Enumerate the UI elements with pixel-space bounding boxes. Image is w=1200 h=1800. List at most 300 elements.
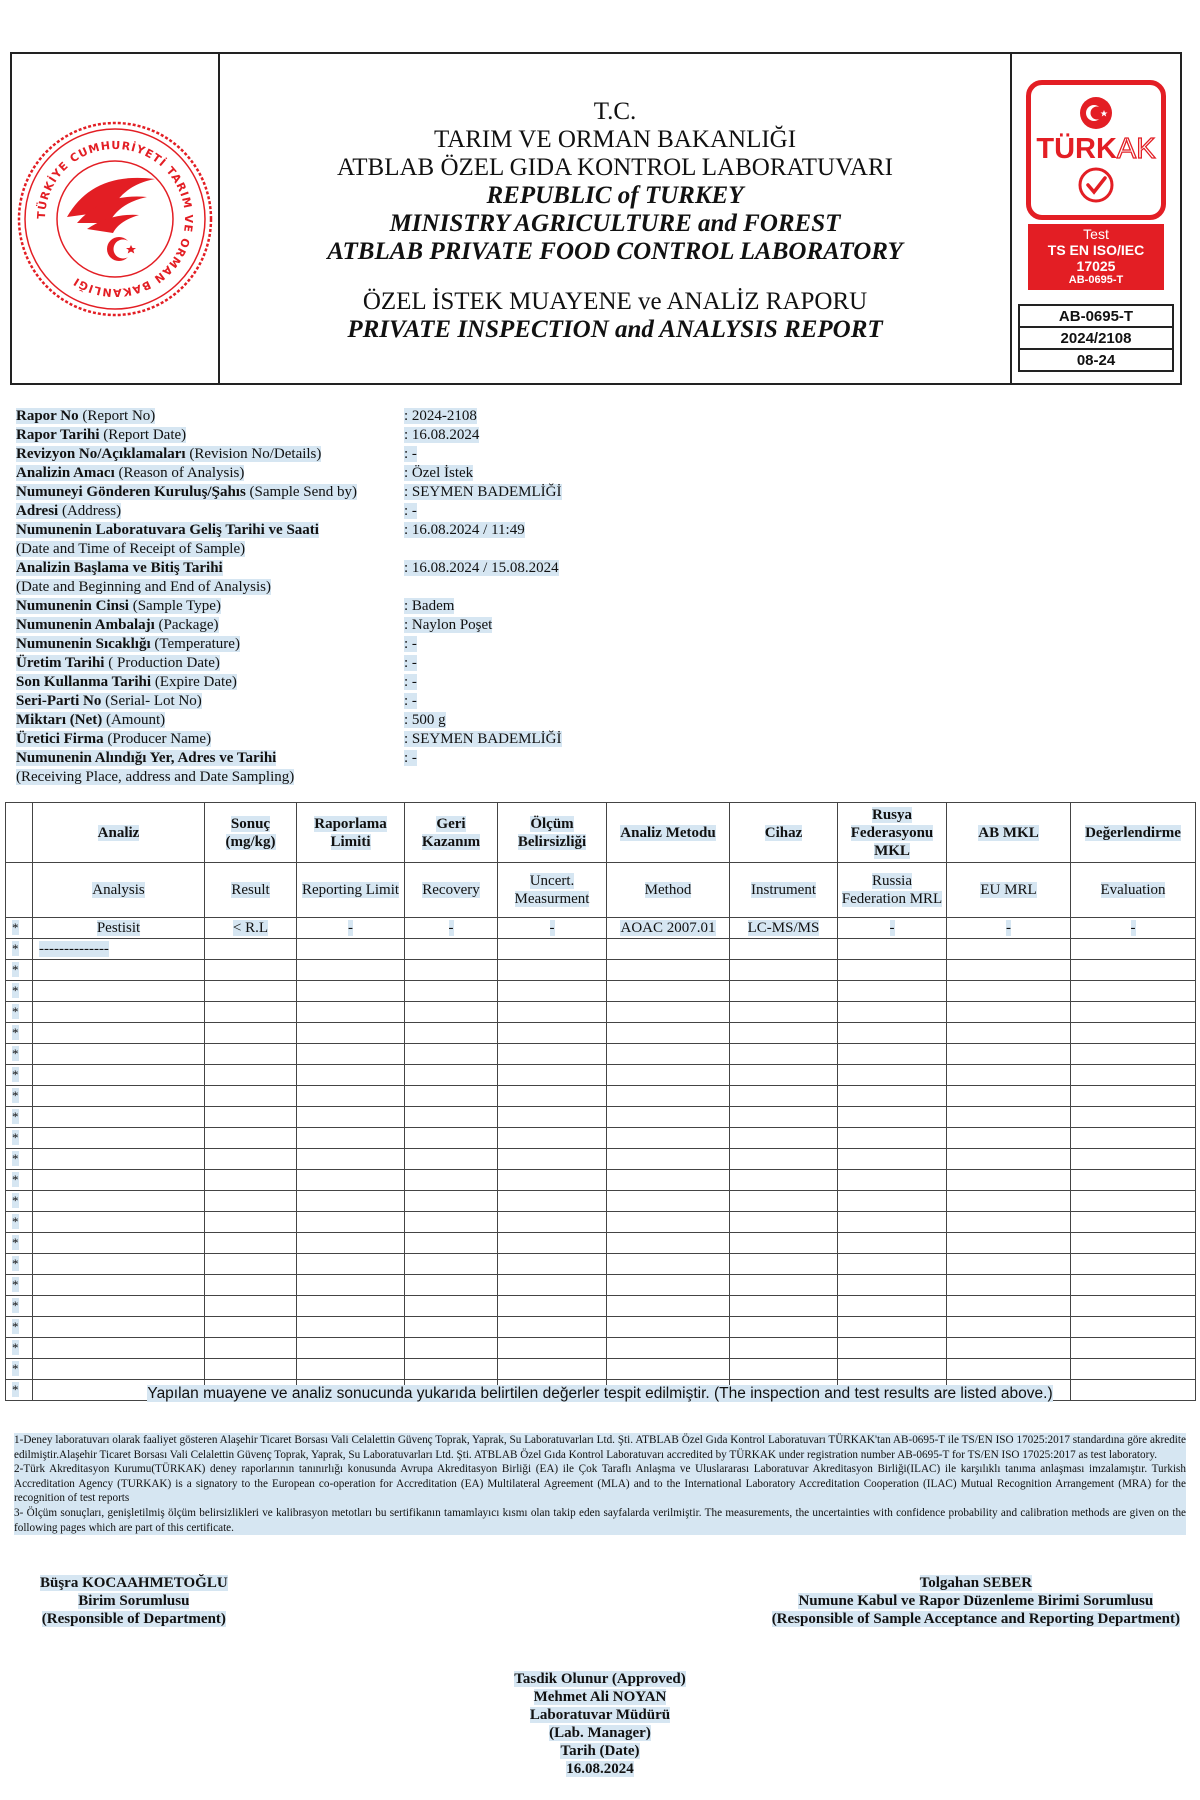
info-label: Rapor Tarihi (Report Date) bbox=[16, 427, 187, 443]
signer-right-role: Numune Kabul ve Rapor Düzenleme Birimi Sorumlusu bbox=[798, 1593, 1154, 1609]
table-cell bbox=[838, 1107, 947, 1128]
table-cell bbox=[205, 1233, 297, 1254]
table-cell bbox=[405, 1359, 498, 1380]
header-titles bbox=[220, 54, 1012, 383]
row-marker: * bbox=[6, 939, 33, 960]
table-row bbox=[6, 1275, 1196, 1296]
table-cell bbox=[730, 1317, 838, 1338]
table-cell bbox=[947, 1191, 1071, 1212]
table-cell bbox=[947, 981, 1071, 1002]
info-row bbox=[16, 426, 636, 445]
signer-left-role-en: (Responsible of Department) bbox=[41, 1611, 226, 1627]
table-cell bbox=[498, 1023, 607, 1044]
table-cell bbox=[205, 1254, 297, 1275]
table-cell bbox=[405, 1191, 498, 1212]
ministry-seal-cell bbox=[12, 54, 220, 383]
table-cell bbox=[1071, 1254, 1196, 1275]
info-value: : 16.08.2024 bbox=[404, 427, 480, 443]
row-marker: * bbox=[6, 1275, 33, 1296]
info-label: Rapor No (Report No) bbox=[16, 408, 156, 424]
signature-left bbox=[40, 1574, 228, 1628]
approval-block bbox=[0, 1670, 1200, 1778]
table-cell bbox=[498, 1212, 607, 1233]
column-header-en: Uncert. Measurment bbox=[498, 863, 607, 918]
table-cell bbox=[498, 939, 607, 960]
column-header-en: Recovery bbox=[405, 863, 498, 918]
table-row bbox=[6, 1359, 1196, 1380]
row-marker: * bbox=[6, 1338, 33, 1359]
table-cell bbox=[838, 1044, 947, 1065]
table-row bbox=[6, 1149, 1196, 1170]
table-cell bbox=[607, 960, 730, 981]
signer-right-role-en: (Responsible of Sample Acceptance and Reporting Department) bbox=[771, 1611, 1180, 1627]
table-cell bbox=[730, 960, 838, 981]
table-cell: AOAC 2007.01 bbox=[607, 918, 730, 939]
table-cell bbox=[838, 1317, 947, 1338]
table-cell: - bbox=[405, 918, 498, 939]
table-cell bbox=[405, 1044, 498, 1065]
table-cell bbox=[498, 1338, 607, 1359]
info-value: : - bbox=[404, 750, 417, 766]
header-row-tr bbox=[6, 803, 1196, 863]
table-cell bbox=[405, 1023, 498, 1044]
info-value: : Naylon Poşet bbox=[404, 617, 493, 633]
column-header-en: Analysis bbox=[33, 863, 205, 918]
report-title-tr: ÖZEL İSTEK MUAYENE ve ANALİZ RAPORU bbox=[362, 288, 868, 315]
table-cell bbox=[607, 939, 730, 960]
table-cell bbox=[838, 1275, 947, 1296]
info-label-en: (Date and Time of Receipt of Sample) bbox=[16, 541, 246, 557]
row-marker: * bbox=[6, 1296, 33, 1317]
table-cell bbox=[405, 1317, 498, 1338]
table-cell bbox=[498, 1128, 607, 1149]
info-row bbox=[16, 673, 636, 692]
table-row bbox=[6, 939, 1196, 960]
row-marker: * bbox=[6, 1170, 33, 1191]
table-cell bbox=[405, 1212, 498, 1233]
period-code: 08-24 bbox=[1018, 348, 1174, 372]
table-cell bbox=[838, 1338, 947, 1359]
table-cell bbox=[1071, 1233, 1196, 1254]
table-cell bbox=[607, 981, 730, 1002]
approver-role-en: (Lab. Manager) bbox=[549, 1725, 651, 1741]
table-cell bbox=[1071, 1296, 1196, 1317]
table-cell bbox=[947, 939, 1071, 960]
info-label-en: (Receiving Place, address and Date Sampling) bbox=[16, 769, 295, 785]
table-cell bbox=[607, 1191, 730, 1212]
table-cell bbox=[297, 1002, 405, 1023]
row-marker: * bbox=[6, 1191, 33, 1212]
table-cell bbox=[405, 1275, 498, 1296]
column-header-tr: AB MKL bbox=[947, 803, 1071, 863]
table-cell bbox=[730, 1170, 838, 1191]
table-cell bbox=[1071, 1107, 1196, 1128]
header-en-line-3: ATBLAB PRIVATE FOOD CONTROL LABORATORY bbox=[327, 238, 903, 265]
table-cell bbox=[205, 1317, 297, 1338]
table-cell bbox=[838, 1296, 947, 1317]
table-cell bbox=[498, 1359, 607, 1380]
table-cell bbox=[1071, 1170, 1196, 1191]
info-label: Analizin Başlama ve Bitiş Tarihi bbox=[16, 560, 223, 576]
accreditation-tag: Test TS EN ISO/IEC 17025 AB-0695-T bbox=[1028, 224, 1164, 290]
column-header-en: Method bbox=[607, 863, 730, 918]
table-cell bbox=[498, 1065, 607, 1086]
star-header bbox=[6, 803, 33, 863]
summary-statement: Yapılan muayene ve analiz sonucunda yukarıda belirtilen değerler tespit edilmiştir. (The inspection and test results are listed above.) bbox=[147, 1385, 1053, 1402]
column-header-en: Instrument bbox=[730, 863, 838, 918]
table-cell bbox=[297, 1254, 405, 1275]
row-marker: * bbox=[6, 1233, 33, 1254]
table-cell bbox=[730, 1254, 838, 1275]
column-header-en: Russia Federation MRL bbox=[838, 863, 947, 918]
table-cell bbox=[607, 1002, 730, 1023]
table-cell bbox=[838, 939, 947, 960]
table-cell bbox=[33, 1044, 205, 1065]
table-cell bbox=[33, 1149, 205, 1170]
row-marker: * bbox=[6, 1044, 33, 1065]
table-cell bbox=[405, 1065, 498, 1086]
ministry-seal-icon bbox=[15, 119, 215, 319]
table-cell bbox=[205, 1002, 297, 1023]
row-marker: * bbox=[6, 1380, 33, 1401]
table-cell bbox=[405, 1002, 498, 1023]
table-cell bbox=[947, 1044, 1071, 1065]
table-cell: - bbox=[498, 918, 607, 939]
table-cell bbox=[730, 939, 838, 960]
table-cell bbox=[33, 1023, 205, 1044]
info-label: Son Kullanma Tarihi (Expire Date) bbox=[16, 674, 237, 690]
table-cell bbox=[607, 1149, 730, 1170]
report-title-en: PRIVATE INSPECTION and ANALYSIS REPORT bbox=[347, 316, 883, 343]
table-cell bbox=[33, 1233, 205, 1254]
column-header-tr: Analiz Metodu bbox=[607, 803, 730, 863]
accreditation-notes bbox=[14, 1433, 1186, 1535]
report-code: 2024/2108 bbox=[1018, 326, 1174, 350]
info-row bbox=[16, 749, 636, 768]
table-cell bbox=[838, 981, 947, 1002]
info-value: : 500 g bbox=[404, 712, 446, 728]
table-row bbox=[6, 1317, 1196, 1338]
table-cell bbox=[1071, 1317, 1196, 1338]
table-cell bbox=[297, 1296, 405, 1317]
table-cell bbox=[730, 1128, 838, 1149]
table-cell bbox=[730, 1275, 838, 1296]
table-row bbox=[6, 1002, 1196, 1023]
approval-date-label: Tarih (Date) bbox=[560, 1743, 640, 1759]
table-cell bbox=[947, 1296, 1071, 1317]
table-cell bbox=[607, 1065, 730, 1086]
info-label: Üretici Firma (Producer Name) bbox=[16, 731, 212, 747]
info-value: : 16.08.2024 / 15.08.2024 bbox=[404, 560, 559, 576]
info-label-en: (Date and Beginning and End of Analysis) bbox=[16, 579, 271, 595]
column-header-en: EU MRL bbox=[947, 863, 1071, 918]
table-row bbox=[6, 1128, 1196, 1149]
table-cell bbox=[498, 960, 607, 981]
table-cell bbox=[33, 1107, 205, 1128]
table-cell bbox=[297, 981, 405, 1002]
table-cell bbox=[205, 1191, 297, 1212]
row-marker: * bbox=[6, 1359, 33, 1380]
table-cell bbox=[730, 1023, 838, 1044]
report-info bbox=[16, 407, 636, 787]
table-cell bbox=[1071, 1212, 1196, 1233]
table-cell: - bbox=[1071, 918, 1196, 939]
info-label: Numunenin Ambalajı (Package) bbox=[16, 617, 219, 633]
table-cell: -------------- bbox=[33, 939, 205, 960]
table-cell bbox=[947, 1023, 1071, 1044]
header-tr-line-1: T.C. bbox=[593, 98, 637, 125]
table-cell bbox=[498, 1170, 607, 1191]
table-row bbox=[6, 1107, 1196, 1128]
table-cell bbox=[947, 1170, 1071, 1191]
table-cell bbox=[33, 981, 205, 1002]
report-header bbox=[10, 52, 1182, 385]
table-cell bbox=[205, 1044, 297, 1065]
table-cell bbox=[297, 1149, 405, 1170]
table-cell bbox=[607, 1170, 730, 1191]
column-header-tr: Analiz bbox=[33, 803, 205, 863]
table-cell bbox=[947, 1359, 1071, 1380]
info-row bbox=[16, 597, 636, 616]
info-row bbox=[16, 692, 636, 711]
info-row bbox=[16, 483, 636, 502]
table-row bbox=[6, 1044, 1196, 1065]
info-label: Numunenin Laboratuvara Geliş Tarihi ve Saati bbox=[16, 522, 319, 538]
table-cell bbox=[205, 1296, 297, 1317]
header-en-line-2: MINISTRY AGRICULTURE and FOREST bbox=[389, 210, 841, 237]
table-cell: < R.L bbox=[205, 918, 297, 939]
info-label: Üretim Tarihi ( Production Date) bbox=[16, 655, 220, 671]
table-cell bbox=[947, 1317, 1071, 1338]
table-cell bbox=[297, 1065, 405, 1086]
table-cell bbox=[33, 1086, 205, 1107]
approver-role: Laboratuvar Müdürü bbox=[529, 1707, 671, 1723]
row-marker: * bbox=[6, 1086, 33, 1107]
table-cell bbox=[730, 1107, 838, 1128]
signature-right bbox=[772, 1574, 1180, 1628]
info-value: : Özel İstek bbox=[404, 465, 474, 481]
table-cell bbox=[405, 1086, 498, 1107]
table-cell bbox=[607, 1296, 730, 1317]
table-cell bbox=[297, 1044, 405, 1065]
accreditation-code: AB-0695-T bbox=[1018, 304, 1174, 328]
table-cell: - bbox=[947, 918, 1071, 939]
table-cell bbox=[607, 1023, 730, 1044]
info-value: : SEYMEN BADEMLİĞİ bbox=[404, 484, 562, 500]
info-value: : - bbox=[404, 503, 417, 519]
table-cell bbox=[838, 1128, 947, 1149]
info-value: : - bbox=[404, 693, 417, 709]
table-cell bbox=[947, 960, 1071, 981]
table-cell: LC-MS/MS bbox=[730, 918, 838, 939]
info-row bbox=[16, 559, 636, 578]
table-cell bbox=[405, 1296, 498, 1317]
table-cell bbox=[33, 1254, 205, 1275]
row-marker: * bbox=[6, 1023, 33, 1044]
table-cell bbox=[1071, 1023, 1196, 1044]
table-row bbox=[6, 960, 1196, 981]
table-cell bbox=[947, 1254, 1071, 1275]
info-label: Numuneyi Gönderen Kuruluş/Şahıs (Sample Send by) bbox=[16, 484, 358, 500]
info-row bbox=[16, 635, 636, 654]
table-cell bbox=[33, 960, 205, 981]
table-cell bbox=[730, 1296, 838, 1317]
table-cell bbox=[33, 1002, 205, 1023]
table-cell bbox=[498, 1002, 607, 1023]
table-cell bbox=[947, 1002, 1071, 1023]
header-row-en bbox=[6, 863, 1196, 918]
table-cell bbox=[607, 1212, 730, 1233]
table-cell bbox=[405, 1128, 498, 1149]
note-1: 1-Deney laboratuvarı olarak faaliyet gösteren Alaşehir Ticaret Borsası Vali Celalettin Güvenç Toprak, Yaprak, Su Laboratuvarları Ltd. Şti. ATBLAB Özel Gıda Kontrol Laboratuvarı TÜRKAK'tan AB-0695-T ile TS/EN ISO 17025:2017 standardına göre akredite edilmiştir.Alaşehir Ticaret Borsası Vali Celalettin Güvenç Toprak, Yaprak, Su Laboratuvarları Ltd. Şti. ATBLAB Özel Gıda Kontrol Laboratuvarı accredited by TÜRKAK under registration number AB-0695-T for TS/EN ISO 17025:2017 as test laboratory. bbox=[14, 1434, 1186, 1461]
table-cell bbox=[205, 1107, 297, 1128]
table-cell bbox=[1071, 939, 1196, 960]
table-row bbox=[6, 1338, 1196, 1359]
table-cell bbox=[730, 1044, 838, 1065]
table-cell bbox=[33, 1128, 205, 1149]
header-tr-line-2: TARIM VE ORMAN BAKANLIĞI bbox=[433, 126, 797, 153]
table-cell bbox=[1071, 1002, 1196, 1023]
approval-date: 16.08.2024 bbox=[566, 1761, 634, 1777]
table-cell bbox=[838, 1065, 947, 1086]
table-cell: - bbox=[838, 918, 947, 939]
info-label: Numunenin Sıcaklığı (Temperature) bbox=[16, 636, 240, 652]
row-marker: * bbox=[6, 1002, 33, 1023]
table-cell bbox=[1071, 1044, 1196, 1065]
table-cell: Pestisit bbox=[33, 918, 205, 939]
table-cell bbox=[607, 1275, 730, 1296]
table-cell bbox=[205, 1275, 297, 1296]
info-value: : - bbox=[404, 446, 417, 462]
table-cell bbox=[498, 1275, 607, 1296]
table-cell bbox=[297, 1317, 405, 1338]
info-value: : - bbox=[404, 636, 417, 652]
table-cell bbox=[297, 1212, 405, 1233]
table-cell bbox=[838, 1086, 947, 1107]
signer-left-role: Birim Sorumlusu bbox=[78, 1593, 190, 1609]
info-row bbox=[16, 407, 636, 426]
table-cell bbox=[1071, 1359, 1196, 1380]
table-cell bbox=[205, 1065, 297, 1086]
column-header-tr: Raporlama Limiti bbox=[297, 803, 405, 863]
table-cell bbox=[498, 1233, 607, 1254]
info-row bbox=[16, 730, 636, 749]
column-header-tr: Ölçüm Belirsizliği bbox=[498, 803, 607, 863]
table-cell bbox=[730, 1359, 838, 1380]
table-cell bbox=[205, 1338, 297, 1359]
table-cell bbox=[607, 1044, 730, 1065]
table-cell bbox=[607, 1086, 730, 1107]
table-cell bbox=[205, 1170, 297, 1191]
table-cell bbox=[607, 1128, 730, 1149]
info-label: Numunenin Cinsi (Sample Type) bbox=[16, 598, 221, 614]
table-cell bbox=[730, 1338, 838, 1359]
table-cell bbox=[1071, 960, 1196, 981]
info-row bbox=[16, 502, 636, 521]
table-row bbox=[6, 1065, 1196, 1086]
table-row bbox=[6, 1296, 1196, 1317]
table-cell bbox=[730, 1212, 838, 1233]
note-3: 3- Ölçüm sonuçları, genişletilmiş ölçüm belirsizlikleri ve kalibrasyon metotları bu sertifikanın tamamlayıcı kısmı olan takip eden sayfalarda verilmiştir. The measurements, the uncertainties with confidence probability and calibration methods are given on the following pages which are part of this certificate. bbox=[14, 1506, 1186, 1534]
row-marker: * bbox=[6, 981, 33, 1002]
star-header bbox=[6, 863, 33, 918]
note-2: 2-Türk Akreditasyon Kurumu(TÜRKAK) deney raporlarının tanınırlığı konusunda Avrupa Akreditasyon Birliği (EA) ile Çok Taraflı Anlaşma ve Uluslararası Laboratuvar Akreditasyon Birliği(ILAC) ile karşılıklı tanıma anlaşması imzalamıştır. Turkish Accreditation Agency (TURKAK) is a signatory to the European co-operation for Accreditation (EA) Multilateral Agreement (MLA) and to the International Laboratory Accreditation Cooperation (ILAC) Mutual Recognition Arrangement (MRA) for the recognition of test reports bbox=[14, 1463, 1186, 1505]
table-cell bbox=[405, 1233, 498, 1254]
info-value: : SEYMEN BADEMLİĞİ bbox=[404, 731, 562, 747]
table-cell bbox=[33, 1275, 205, 1296]
table-cell bbox=[947, 1275, 1071, 1296]
table-row bbox=[6, 1212, 1196, 1233]
info-label: Miktarı (Net) (Amount) bbox=[16, 712, 166, 728]
table-cell bbox=[1071, 1128, 1196, 1149]
results-table bbox=[5, 802, 1196, 1401]
table-cell bbox=[730, 1086, 838, 1107]
table-cell bbox=[205, 960, 297, 981]
table-cell bbox=[297, 1233, 405, 1254]
table-cell bbox=[730, 1233, 838, 1254]
table-cell bbox=[607, 1338, 730, 1359]
info-value: : Badem bbox=[404, 598, 455, 614]
table-cell bbox=[947, 1212, 1071, 1233]
table-cell bbox=[297, 1359, 405, 1380]
table-cell bbox=[498, 981, 607, 1002]
header-en-line-1: REPUBLIC of TURKEY bbox=[486, 182, 744, 209]
checkmark-circle-icon bbox=[1076, 165, 1116, 205]
info-row bbox=[16, 616, 636, 635]
table-cell bbox=[947, 1233, 1071, 1254]
table-cell bbox=[297, 939, 405, 960]
table-cell bbox=[838, 1191, 947, 1212]
table-cell bbox=[297, 960, 405, 981]
table-cell bbox=[730, 1149, 838, 1170]
info-row bbox=[16, 445, 636, 464]
table-cell bbox=[498, 1317, 607, 1338]
row-marker: * bbox=[6, 918, 33, 939]
column-header-en: Evaluation bbox=[1071, 863, 1196, 918]
table-cell bbox=[297, 1275, 405, 1296]
row-marker: * bbox=[6, 1317, 33, 1338]
table-cell bbox=[607, 1233, 730, 1254]
column-header-tr: Sonuç (mg/kg) bbox=[205, 803, 297, 863]
table-cell bbox=[838, 960, 947, 981]
table-cell bbox=[1071, 1065, 1196, 1086]
table-cell bbox=[405, 1170, 498, 1191]
info-label: Seri-Parti No (Serial- Lot No) bbox=[16, 693, 202, 709]
table-cell bbox=[498, 1044, 607, 1065]
table-cell: - bbox=[297, 918, 405, 939]
crescent-star-icon bbox=[1076, 93, 1116, 133]
table-cell bbox=[838, 1233, 947, 1254]
table-cell bbox=[838, 1359, 947, 1380]
table-cell bbox=[1071, 1149, 1196, 1170]
table-cell bbox=[33, 1170, 205, 1191]
info-row bbox=[16, 464, 636, 483]
report-codes bbox=[1018, 304, 1174, 370]
table-cell bbox=[607, 1359, 730, 1380]
table-cell bbox=[33, 1317, 205, 1338]
table-cell bbox=[498, 1296, 607, 1317]
table-cell bbox=[1071, 1338, 1196, 1359]
approval-title: Tasdik Olunur (Approved) bbox=[514, 1671, 686, 1687]
info-value: : 2024-2108 bbox=[404, 408, 477, 424]
table-cell bbox=[405, 1149, 498, 1170]
table-cell bbox=[33, 1212, 205, 1233]
table-row bbox=[6, 1086, 1196, 1107]
table-cell bbox=[405, 981, 498, 1002]
table-cell bbox=[838, 1149, 947, 1170]
table-row bbox=[6, 918, 1196, 939]
table-cell bbox=[205, 1212, 297, 1233]
